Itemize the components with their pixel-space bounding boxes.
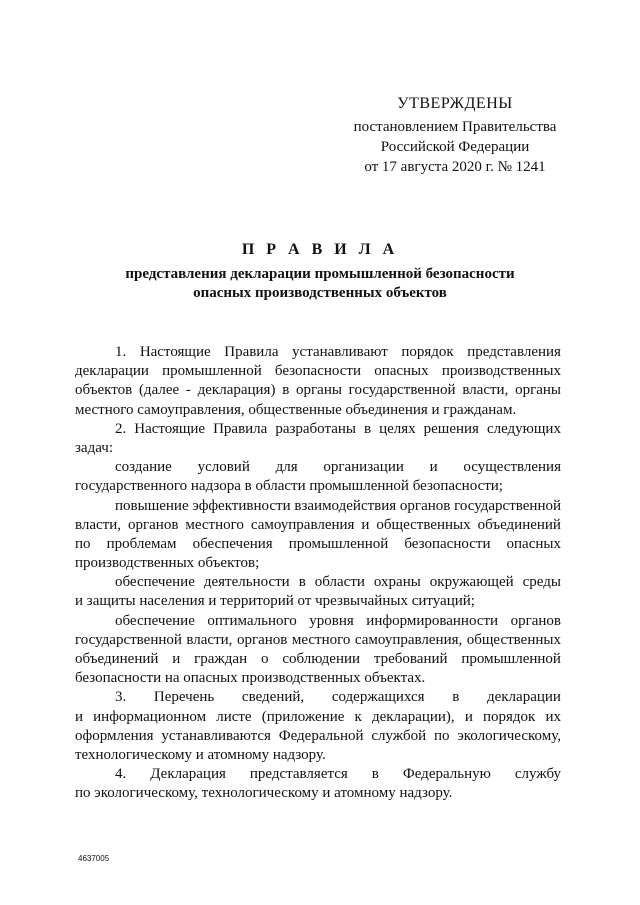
word: листе [216, 708, 252, 725]
word: объединений [75, 651, 159, 667]
word: среды [522, 574, 561, 591]
text-line: производственных объектов; [75, 555, 260, 572]
paragraph [75, 688, 561, 765]
word: декларация) [197, 382, 276, 399]
approval-date-number: от 17 августа 2020 г. № 1241 [364, 159, 546, 175]
word: обеспечение [115, 574, 195, 591]
word: их [545, 708, 561, 725]
text-line [75, 573, 561, 592]
word: местного [185, 516, 244, 533]
text-line [75, 420, 561, 439]
paragraph [75, 612, 561, 689]
word: для [275, 459, 298, 476]
word: информированности [366, 612, 499, 629]
word: оформления [75, 727, 154, 744]
text-line: и защиты населения и территорий от чрезвычайных ситуаций; [75, 593, 475, 610]
word: Настоящие [139, 344, 211, 360]
word: органы [515, 382, 561, 399]
word: 4. [115, 766, 127, 783]
document-body [75, 343, 561, 804]
text-line [75, 362, 561, 381]
word: промышленной [162, 363, 262, 380]
word: следующих [486, 420, 561, 437]
word: 3. [115, 689, 127, 706]
word: сведений, [241, 689, 305, 706]
text-line: местного самоуправления, общественные объединения и гражданам. [75, 401, 517, 418]
word: области [314, 574, 365, 591]
word: создание [115, 459, 172, 476]
word: окружающей [429, 574, 514, 591]
word: деятельности [203, 574, 290, 591]
word: в [371, 766, 379, 783]
document-subtitle [0, 265, 640, 303]
word: условий [197, 459, 250, 476]
document-code: 4637005 [78, 854, 110, 863]
word: организации [323, 459, 404, 476]
text-line [75, 458, 561, 477]
word: в [452, 689, 460, 706]
word: безопасности [274, 363, 362, 380]
word: службой [371, 727, 427, 744]
word: информационном [93, 708, 207, 725]
text-line [75, 650, 561, 669]
word: в [282, 382, 290, 399]
paragraph [75, 343, 561, 420]
word: власти, [75, 516, 122, 533]
word: разработаны [275, 420, 356, 437]
word: Федеральной [278, 727, 364, 744]
word: содержащихся [331, 689, 425, 706]
word: порядок [482, 708, 536, 725]
text-line [75, 535, 561, 554]
word: и [464, 708, 473, 725]
text-line [75, 727, 561, 746]
word: промышленной [461, 651, 561, 667]
word: соблюдении [282, 651, 361, 667]
word: 1. [115, 344, 127, 360]
text-line [75, 516, 561, 535]
word: безопасности [404, 535, 491, 552]
word: декларации), [371, 708, 455, 725]
subtitle-line: опасных производственных объектов [193, 285, 447, 301]
word: (приложение [261, 708, 345, 725]
word: обеспечения [192, 535, 273, 552]
word: государственной [75, 631, 182, 648]
word: декларации [75, 363, 149, 380]
text-line [75, 612, 561, 631]
text-line [75, 688, 561, 707]
text-line: по экологическому, технологическому и атомному надзору. [75, 785, 453, 802]
paragraph [75, 765, 561, 803]
word: местного [291, 631, 351, 648]
word: 2. [115, 420, 127, 437]
text-line: технологическому и атомному надзору. [75, 746, 326, 763]
word: граждан [194, 651, 248, 667]
word: службу [514, 766, 561, 783]
word: в [298, 574, 306, 591]
word: общественных [376, 516, 471, 533]
word: к [354, 708, 362, 725]
word: Настоящие [134, 420, 206, 437]
word: государственной [348, 382, 456, 399]
word: органов [510, 612, 561, 629]
word: решения [423, 420, 479, 437]
subtitle-line: представления декларации промышленной безопасности [125, 266, 515, 282]
word: устанавливают [292, 344, 388, 360]
word: Правила [224, 344, 279, 360]
word: производственных [441, 363, 561, 380]
word: Декларация [150, 766, 226, 783]
word: о [260, 651, 269, 667]
word: проблемам [106, 535, 177, 552]
word: органов [236, 631, 288, 648]
word: органы [296, 382, 342, 399]
paragraph [75, 458, 561, 496]
word: самоуправления, [354, 631, 463, 648]
paragraph [75, 497, 561, 574]
word: порядок [401, 344, 454, 360]
word: самоуправления [250, 516, 355, 533]
word: эффективности [192, 497, 291, 514]
word: Федеральную [402, 766, 491, 783]
document-title: П Р А В И Л А [241, 241, 399, 258]
word: целях [379, 420, 416, 437]
word: - [185, 382, 191, 399]
word: промышленной [288, 535, 389, 552]
text-line [75, 765, 561, 784]
word: взаимодействия [294, 497, 397, 514]
word: по [433, 727, 450, 744]
word: уровня [309, 612, 354, 629]
word: и [172, 651, 181, 667]
word: и [361, 516, 370, 533]
word: органов [399, 497, 451, 514]
word: обеспечение [115, 612, 195, 629]
text-line: государственного надзора в области промышленной безопасности; [75, 478, 503, 495]
word: в [363, 420, 372, 437]
word: экологическому, [457, 727, 561, 744]
paragraph [75, 420, 561, 458]
approval-line: постановлением Правительства [353, 119, 557, 135]
approval-line: Российской Федерации [380, 139, 530, 155]
text-line [75, 497, 561, 516]
word: власти, [186, 631, 233, 648]
word: устанавливаются [161, 727, 271, 744]
text-line: задач: [75, 439, 113, 456]
word: объединений [477, 516, 561, 533]
approved-heading: УТВЕРЖДЕНЫ [397, 95, 513, 112]
word: общественных [466, 631, 561, 648]
word: и [75, 708, 84, 725]
text-line [75, 631, 561, 650]
paragraph [75, 573, 561, 611]
word: и [429, 459, 438, 476]
word: (далее [138, 382, 180, 399]
text-line: безопасности на опасных производственных объектах. [75, 670, 426, 687]
approval-block [330, 94, 580, 177]
word: объектов [75, 382, 133, 399]
word: органов [127, 516, 179, 533]
word: Правила [213, 420, 268, 437]
word: по [75, 535, 91, 552]
text-line [75, 708, 561, 727]
word: опасных [374, 363, 429, 380]
text-line [75, 381, 561, 400]
word: представляется [249, 766, 348, 783]
word: представления [467, 344, 561, 360]
word: повышение [115, 497, 189, 514]
word: власти, [462, 382, 509, 399]
word: государственной [454, 497, 561, 514]
word: Перечень [153, 689, 215, 706]
word: охраны [373, 574, 421, 591]
word: опасных [506, 535, 561, 552]
word: декларации [486, 689, 561, 706]
word: требований [373, 651, 448, 667]
text-line [75, 343, 561, 362]
word: осуществления [463, 459, 561, 476]
word: оптимального [207, 612, 297, 629]
